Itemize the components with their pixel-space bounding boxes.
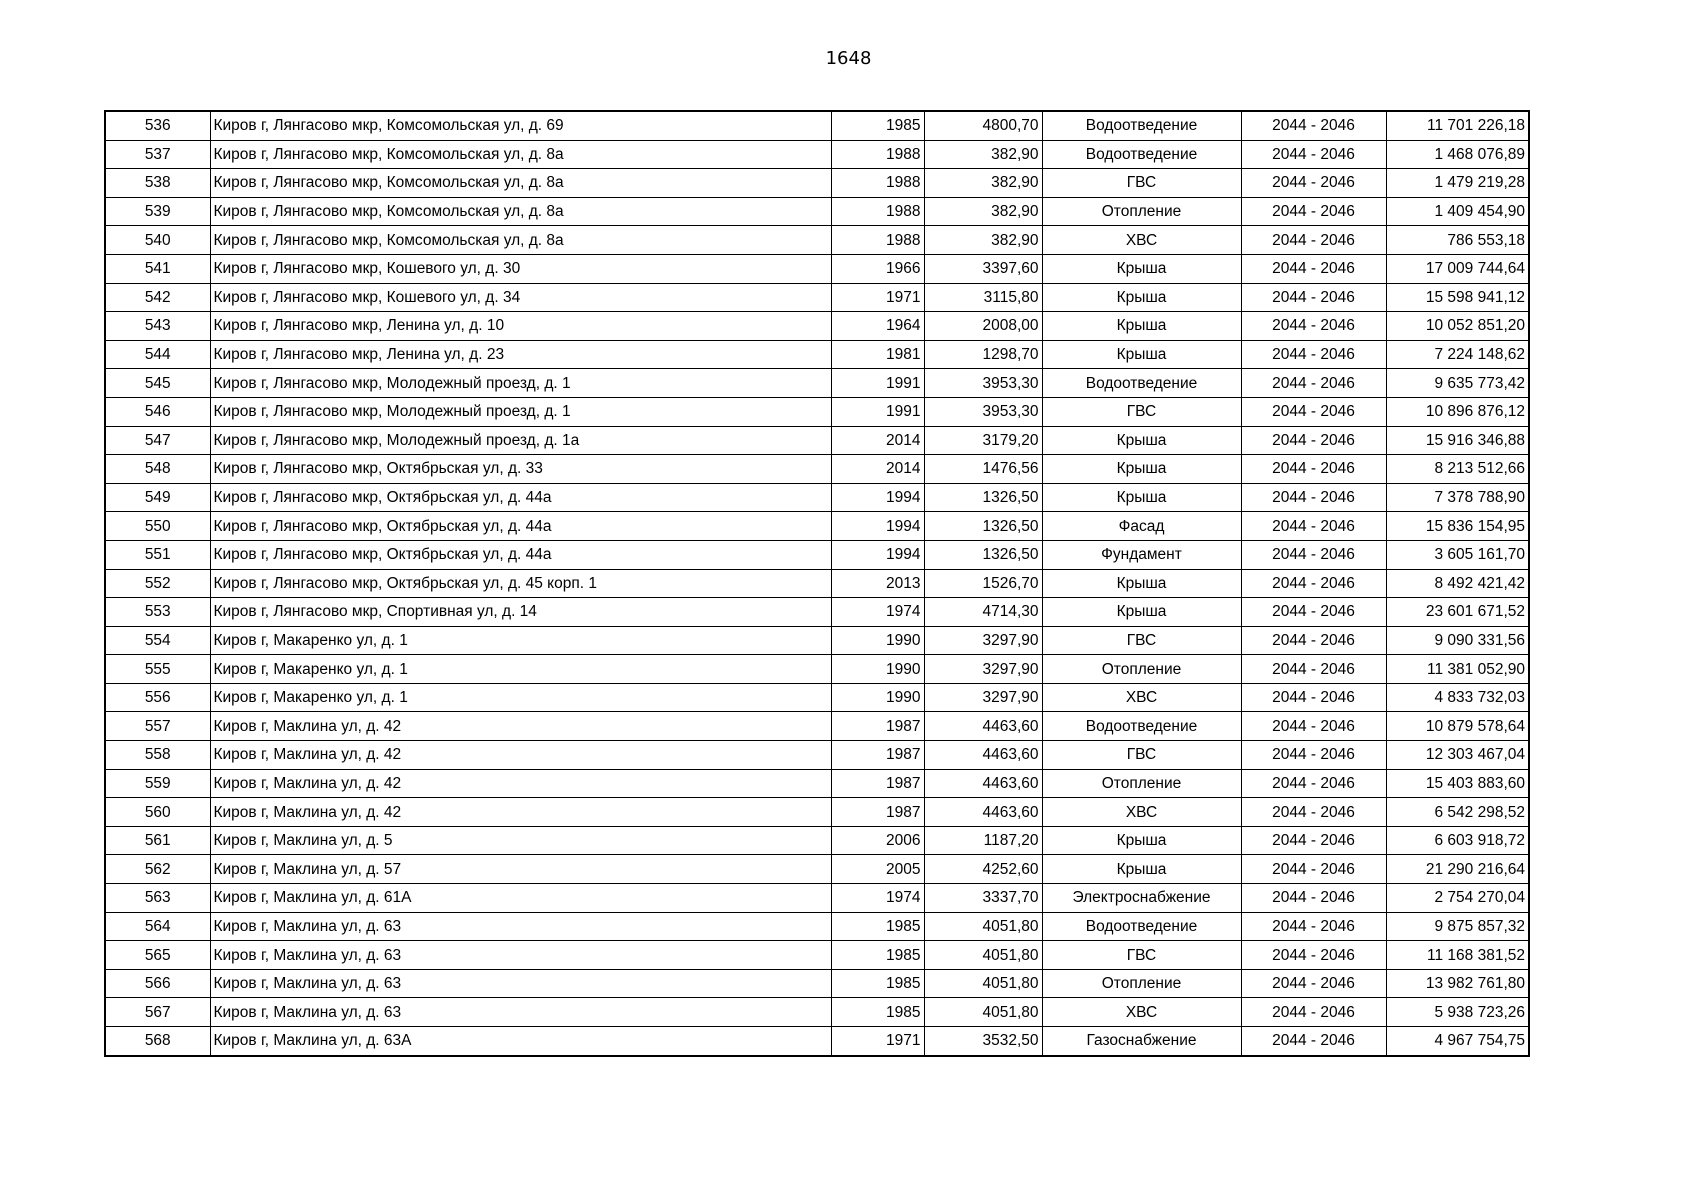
- cost-cell: 786 553,18: [1386, 226, 1529, 255]
- area-cell: 3297,90: [924, 655, 1042, 684]
- year-cell: 1990: [831, 626, 924, 655]
- year-cell: 1985: [831, 969, 924, 998]
- cost-cell: 15 403 883,60: [1386, 769, 1529, 798]
- year-cell: 1991: [831, 397, 924, 426]
- work-type-cell: Фасад: [1042, 512, 1241, 541]
- work-type-cell: ГВС: [1042, 941, 1241, 970]
- table-body: [105, 111, 1529, 1056]
- period-cell: 2044 - 2046: [1241, 1027, 1386, 1056]
- work-type-cell: Водоотведение: [1042, 912, 1241, 941]
- table-row: [105, 140, 1529, 169]
- work-type-cell: Отопление: [1042, 197, 1241, 226]
- cost-cell: 1 409 454,90: [1386, 197, 1529, 226]
- area-cell: 4051,80: [924, 941, 1042, 970]
- year-cell: 1990: [831, 683, 924, 712]
- table-row: [105, 426, 1529, 455]
- address-cell: Киров г, Маклина ул, д. 42: [210, 798, 831, 827]
- row-number-cell: 564: [105, 912, 210, 941]
- year-cell: 1994: [831, 483, 924, 512]
- table-row: [105, 855, 1529, 884]
- year-cell: 1974: [831, 598, 924, 627]
- address-cell: Киров г, Лянгасово мкр, Октябрьская ул, д. 45 корп. 1: [210, 569, 831, 598]
- work-type-cell: Водоотведение: [1042, 140, 1241, 169]
- year-cell: 1987: [831, 712, 924, 741]
- cost-cell: 9 090 331,56: [1386, 626, 1529, 655]
- area-cell: 3337,70: [924, 884, 1042, 913]
- table-row: [105, 197, 1529, 226]
- work-type-cell: Отопление: [1042, 969, 1241, 998]
- work-type-cell: Крыша: [1042, 598, 1241, 627]
- area-cell: 1326,50: [924, 483, 1042, 512]
- area-cell: 3297,90: [924, 683, 1042, 712]
- cost-cell: 3 605 161,70: [1386, 540, 1529, 569]
- area-cell: 1187,20: [924, 826, 1042, 855]
- address-cell: Киров г, Маклина ул, д. 63: [210, 998, 831, 1027]
- row-number-cell: 546: [105, 397, 210, 426]
- table-row: [105, 769, 1529, 798]
- row-number-cell: 549: [105, 483, 210, 512]
- row-number-cell: 551: [105, 540, 210, 569]
- row-number-cell: 562: [105, 855, 210, 884]
- row-number-cell: 565: [105, 941, 210, 970]
- table-row: [105, 312, 1529, 341]
- period-cell: 2044 - 2046: [1241, 712, 1386, 741]
- address-cell: Киров г, Маклина ул, д. 61А: [210, 884, 831, 913]
- address-cell: Киров г, Маклина ул, д. 57: [210, 855, 831, 884]
- table-row: [105, 798, 1529, 827]
- work-type-cell: Крыша: [1042, 426, 1241, 455]
- cost-cell: 8 492 421,42: [1386, 569, 1529, 598]
- row-number-cell: 543: [105, 312, 210, 341]
- work-type-cell: ГВС: [1042, 169, 1241, 198]
- address-cell: Киров г, Лянгасово мкр, Ленина ул, д. 23: [210, 340, 831, 369]
- address-cell: Киров г, Маклина ул, д. 42: [210, 712, 831, 741]
- cost-cell: 4 833 732,03: [1386, 683, 1529, 712]
- row-number-cell: 538: [105, 169, 210, 198]
- year-cell: 1988: [831, 169, 924, 198]
- period-cell: 2044 - 2046: [1241, 169, 1386, 198]
- year-cell: 1971: [831, 283, 924, 312]
- area-cell: 3179,20: [924, 426, 1042, 455]
- year-cell: 1987: [831, 741, 924, 770]
- work-type-cell: Фундамент: [1042, 540, 1241, 569]
- row-number-cell: 536: [105, 111, 210, 140]
- work-type-cell: ХВС: [1042, 683, 1241, 712]
- row-number-cell: 553: [105, 598, 210, 627]
- address-cell: Киров г, Лянгасово мкр, Кошевого ул, д. 34: [210, 283, 831, 312]
- row-number-cell: 559: [105, 769, 210, 798]
- address-cell: Киров г, Лянгасово мкр, Комсомольская ул, д. 8а: [210, 169, 831, 198]
- year-cell: 1987: [831, 798, 924, 827]
- cost-cell: 11 168 381,52: [1386, 941, 1529, 970]
- table-row: [105, 912, 1529, 941]
- table-row: [105, 683, 1529, 712]
- area-cell: 4714,30: [924, 598, 1042, 627]
- address-cell: Киров г, Лянгасово мкр, Молодежный проезд, д. 1: [210, 397, 831, 426]
- year-cell: 2013: [831, 569, 924, 598]
- row-number-cell: 542: [105, 283, 210, 312]
- period-cell: 2044 - 2046: [1241, 397, 1386, 426]
- year-cell: 2014: [831, 426, 924, 455]
- row-number-cell: 541: [105, 254, 210, 283]
- area-cell: 4051,80: [924, 969, 1042, 998]
- year-cell: 1991: [831, 369, 924, 398]
- work-type-cell: Водоотведение: [1042, 712, 1241, 741]
- period-cell: 2044 - 2046: [1241, 283, 1386, 312]
- year-cell: 1971: [831, 1027, 924, 1056]
- address-cell: Киров г, Лянгасово мкр, Ленина ул, д. 10: [210, 312, 831, 341]
- year-cell: 1981: [831, 340, 924, 369]
- cost-cell: 10 879 578,64: [1386, 712, 1529, 741]
- period-cell: 2044 - 2046: [1241, 455, 1386, 484]
- table-row: [105, 998, 1529, 1027]
- table-row: [105, 569, 1529, 598]
- area-cell: 2008,00: [924, 312, 1042, 341]
- table-row: [105, 712, 1529, 741]
- work-type-cell: Отопление: [1042, 769, 1241, 798]
- table-row: [105, 226, 1529, 255]
- cost-cell: 15 598 941,12: [1386, 283, 1529, 312]
- row-number-cell: 545: [105, 369, 210, 398]
- cost-cell: 2 754 270,04: [1386, 884, 1529, 913]
- cost-cell: 11 381 052,90: [1386, 655, 1529, 684]
- table-row: [105, 455, 1529, 484]
- address-cell: Киров г, Лянгасово мкр, Октябрьская ул, д. 33: [210, 455, 831, 484]
- row-number-cell: 567: [105, 998, 210, 1027]
- table-row: [105, 283, 1529, 312]
- table-row: [105, 169, 1529, 198]
- work-type-cell: ГВС: [1042, 397, 1241, 426]
- row-number-cell: 540: [105, 226, 210, 255]
- period-cell: 2044 - 2046: [1241, 683, 1386, 712]
- cost-cell: 7 224 148,62: [1386, 340, 1529, 369]
- period-cell: 2044 - 2046: [1241, 426, 1386, 455]
- table-row: [105, 1027, 1529, 1056]
- table-row: [105, 969, 1529, 998]
- address-cell: Киров г, Лянгасово мкр, Комсомольская ул, д. 8а: [210, 140, 831, 169]
- address-cell: Киров г, Лянгасово мкр, Спортивная ул, д. 14: [210, 598, 831, 627]
- area-cell: 4463,60: [924, 769, 1042, 798]
- table-row: [105, 741, 1529, 770]
- year-cell: 1988: [831, 197, 924, 226]
- address-cell: Киров г, Лянгасово мкр, Молодежный проезд, д. 1а: [210, 426, 831, 455]
- cost-cell: 6 603 918,72: [1386, 826, 1529, 855]
- period-cell: 2044 - 2046: [1241, 483, 1386, 512]
- row-number-cell: 552: [105, 569, 210, 598]
- cost-cell: 9 635 773,42: [1386, 369, 1529, 398]
- area-cell: 3397,60: [924, 254, 1042, 283]
- row-number-cell: 560: [105, 798, 210, 827]
- period-cell: 2044 - 2046: [1241, 312, 1386, 341]
- address-cell: Киров г, Маклина ул, д. 42: [210, 769, 831, 798]
- repair-registry-table: [104, 110, 1530, 1057]
- address-cell: Киров г, Маклина ул, д. 63А: [210, 1027, 831, 1056]
- period-cell: 2044 - 2046: [1241, 884, 1386, 913]
- period-cell: 2044 - 2046: [1241, 741, 1386, 770]
- year-cell: 1990: [831, 655, 924, 684]
- year-cell: 1994: [831, 512, 924, 541]
- year-cell: 1988: [831, 226, 924, 255]
- area-cell: 1326,50: [924, 512, 1042, 541]
- year-cell: 1964: [831, 312, 924, 341]
- cost-cell: 5 938 723,26: [1386, 998, 1529, 1027]
- work-type-cell: Крыша: [1042, 455, 1241, 484]
- period-cell: 2044 - 2046: [1241, 798, 1386, 827]
- period-cell: 2044 - 2046: [1241, 598, 1386, 627]
- area-cell: 4252,60: [924, 855, 1042, 884]
- cost-cell: 10 052 851,20: [1386, 312, 1529, 341]
- table-row: [105, 598, 1529, 627]
- period-cell: 2044 - 2046: [1241, 140, 1386, 169]
- row-number-cell: 537: [105, 140, 210, 169]
- work-type-cell: Электроснабжение: [1042, 884, 1241, 913]
- work-type-cell: Водоотведение: [1042, 111, 1241, 140]
- year-cell: 1966: [831, 254, 924, 283]
- row-number-cell: 550: [105, 512, 210, 541]
- area-cell: 3297,90: [924, 626, 1042, 655]
- cost-cell: 13 982 761,80: [1386, 969, 1529, 998]
- row-number-cell: 547: [105, 426, 210, 455]
- area-cell: 1298,70: [924, 340, 1042, 369]
- table-row: [105, 655, 1529, 684]
- work-type-cell: Газоснабжение: [1042, 1027, 1241, 1056]
- year-cell: 1985: [831, 111, 924, 140]
- cost-cell: 6 542 298,52: [1386, 798, 1529, 827]
- table-row: [105, 340, 1529, 369]
- cost-cell: 23 601 671,52: [1386, 598, 1529, 627]
- area-cell: 382,90: [924, 226, 1042, 255]
- period-cell: 2044 - 2046: [1241, 254, 1386, 283]
- period-cell: 2044 - 2046: [1241, 941, 1386, 970]
- table-row: [105, 826, 1529, 855]
- work-type-cell: Крыша: [1042, 569, 1241, 598]
- cost-cell: 7 378 788,90: [1386, 483, 1529, 512]
- period-cell: 2044 - 2046: [1241, 226, 1386, 255]
- address-cell: Киров г, Лянгасово мкр, Комсомольская ул, д. 8а: [210, 226, 831, 255]
- row-number-cell: 558: [105, 741, 210, 770]
- work-type-cell: Водоотведение: [1042, 369, 1241, 398]
- area-cell: 382,90: [924, 140, 1042, 169]
- area-cell: 3532,50: [924, 1027, 1042, 1056]
- area-cell: 3953,30: [924, 397, 1042, 426]
- row-number-cell: 556: [105, 683, 210, 712]
- table-row: [105, 884, 1529, 913]
- period-cell: 2044 - 2046: [1241, 998, 1386, 1027]
- year-cell: 1974: [831, 884, 924, 913]
- row-number-cell: 563: [105, 884, 210, 913]
- table-row: [105, 941, 1529, 970]
- row-number-cell: 566: [105, 969, 210, 998]
- work-type-cell: Крыша: [1042, 826, 1241, 855]
- work-type-cell: ГВС: [1042, 741, 1241, 770]
- cost-cell: 10 896 876,12: [1386, 397, 1529, 426]
- area-cell: 3953,30: [924, 369, 1042, 398]
- cost-cell: 15 836 154,95: [1386, 512, 1529, 541]
- address-cell: Киров г, Лянгасово мкр, Комсомольская ул, д. 8а: [210, 197, 831, 226]
- year-cell: 1985: [831, 912, 924, 941]
- address-cell: Киров г, Лянгасово мкр, Октябрьская ул, д. 44а: [210, 540, 831, 569]
- row-number-cell: 554: [105, 626, 210, 655]
- period-cell: 2044 - 2046: [1241, 369, 1386, 398]
- table-row: [105, 512, 1529, 541]
- work-type-cell: Крыша: [1042, 340, 1241, 369]
- period-cell: 2044 - 2046: [1241, 111, 1386, 140]
- area-cell: 4463,60: [924, 712, 1042, 741]
- cost-cell: 11 701 226,18: [1386, 111, 1529, 140]
- cost-cell: 17 009 744,64: [1386, 254, 1529, 283]
- work-type-cell: Крыша: [1042, 312, 1241, 341]
- row-number-cell: 555: [105, 655, 210, 684]
- area-cell: 1326,50: [924, 540, 1042, 569]
- address-cell: Киров г, Лянгасово мкр, Октябрьская ул, д. 44а: [210, 483, 831, 512]
- address-cell: Киров г, Маклина ул, д. 5: [210, 826, 831, 855]
- year-cell: 1994: [831, 540, 924, 569]
- page-number: 1648: [825, 48, 872, 69]
- row-number-cell: 561: [105, 826, 210, 855]
- area-cell: 1526,70: [924, 569, 1042, 598]
- table-row: [105, 626, 1529, 655]
- area-cell: 4463,60: [924, 798, 1042, 827]
- work-type-cell: Крыша: [1042, 855, 1241, 884]
- table-row: [105, 397, 1529, 426]
- work-type-cell: Крыша: [1042, 254, 1241, 283]
- address-cell: Киров г, Лянгасово мкр, Октябрьская ул, д. 44а: [210, 512, 831, 541]
- cost-cell: 9 875 857,32: [1386, 912, 1529, 941]
- period-cell: 2044 - 2046: [1241, 197, 1386, 226]
- work-type-cell: Крыша: [1042, 483, 1241, 512]
- work-type-cell: ХВС: [1042, 998, 1241, 1027]
- area-cell: 3115,80: [924, 283, 1042, 312]
- period-cell: 2044 - 2046: [1241, 655, 1386, 684]
- period-cell: 2044 - 2046: [1241, 769, 1386, 798]
- period-cell: 2044 - 2046: [1241, 340, 1386, 369]
- row-number-cell: 539: [105, 197, 210, 226]
- table-row: [105, 369, 1529, 398]
- address-cell: Киров г, Маклина ул, д. 63: [210, 912, 831, 941]
- area-cell: 1476,56: [924, 455, 1042, 484]
- year-cell: 1988: [831, 140, 924, 169]
- period-cell: 2044 - 2046: [1241, 912, 1386, 941]
- cost-cell: 21 290 216,64: [1386, 855, 1529, 884]
- cost-cell: 4 967 754,75: [1386, 1027, 1529, 1056]
- address-cell: Киров г, Лянгасово мкр, Комсомольская ул, д. 69: [210, 111, 831, 140]
- work-type-cell: ГВС: [1042, 626, 1241, 655]
- address-cell: Киров г, Макаренко ул, д. 1: [210, 655, 831, 684]
- table-row: [105, 540, 1529, 569]
- year-cell: 2005: [831, 855, 924, 884]
- address-cell: Киров г, Лянгасово мкр, Кошевого ул, д. 30: [210, 254, 831, 283]
- row-number-cell: 544: [105, 340, 210, 369]
- area-cell: 382,90: [924, 197, 1042, 226]
- table-row: [105, 483, 1529, 512]
- address-cell: Киров г, Маклина ул, д. 42: [210, 741, 831, 770]
- cost-cell: 12 303 467,04: [1386, 741, 1529, 770]
- period-cell: 2044 - 2046: [1241, 569, 1386, 598]
- year-cell: 1987: [831, 769, 924, 798]
- area-cell: 4051,80: [924, 912, 1042, 941]
- period-cell: 2044 - 2046: [1241, 512, 1386, 541]
- table-row: [105, 254, 1529, 283]
- period-cell: 2044 - 2046: [1241, 969, 1386, 998]
- period-cell: 2044 - 2046: [1241, 855, 1386, 884]
- year-cell: 2006: [831, 826, 924, 855]
- work-type-cell: Крыша: [1042, 283, 1241, 312]
- address-cell: Киров г, Маклина ул, д. 63: [210, 969, 831, 998]
- row-number-cell: 548: [105, 455, 210, 484]
- area-cell: 4051,80: [924, 998, 1042, 1027]
- year-cell: 1985: [831, 998, 924, 1027]
- cost-cell: 8 213 512,66: [1386, 455, 1529, 484]
- cost-cell: 15 916 346,88: [1386, 426, 1529, 455]
- row-number-cell: 568: [105, 1027, 210, 1056]
- work-type-cell: ХВС: [1042, 226, 1241, 255]
- work-type-cell: ХВС: [1042, 798, 1241, 827]
- period-cell: 2044 - 2046: [1241, 826, 1386, 855]
- address-cell: Киров г, Маклина ул, д. 63: [210, 941, 831, 970]
- cost-cell: 1 468 076,89: [1386, 140, 1529, 169]
- area-cell: 382,90: [924, 169, 1042, 198]
- table-row: [105, 111, 1529, 140]
- row-number-cell: 557: [105, 712, 210, 741]
- work-type-cell: Отопление: [1042, 655, 1241, 684]
- period-cell: 2044 - 2046: [1241, 626, 1386, 655]
- cost-cell: 1 479 219,28: [1386, 169, 1529, 198]
- address-cell: Киров г, Макаренко ул, д. 1: [210, 626, 831, 655]
- area-cell: 4463,60: [924, 741, 1042, 770]
- year-cell: 1985: [831, 941, 924, 970]
- address-cell: Киров г, Макаренко ул, д. 1: [210, 683, 831, 712]
- address-cell: Киров г, Лянгасово мкр, Молодежный проезд, д. 1: [210, 369, 831, 398]
- year-cell: 2014: [831, 455, 924, 484]
- period-cell: 2044 - 2046: [1241, 540, 1386, 569]
- area-cell: 4800,70: [924, 111, 1042, 140]
